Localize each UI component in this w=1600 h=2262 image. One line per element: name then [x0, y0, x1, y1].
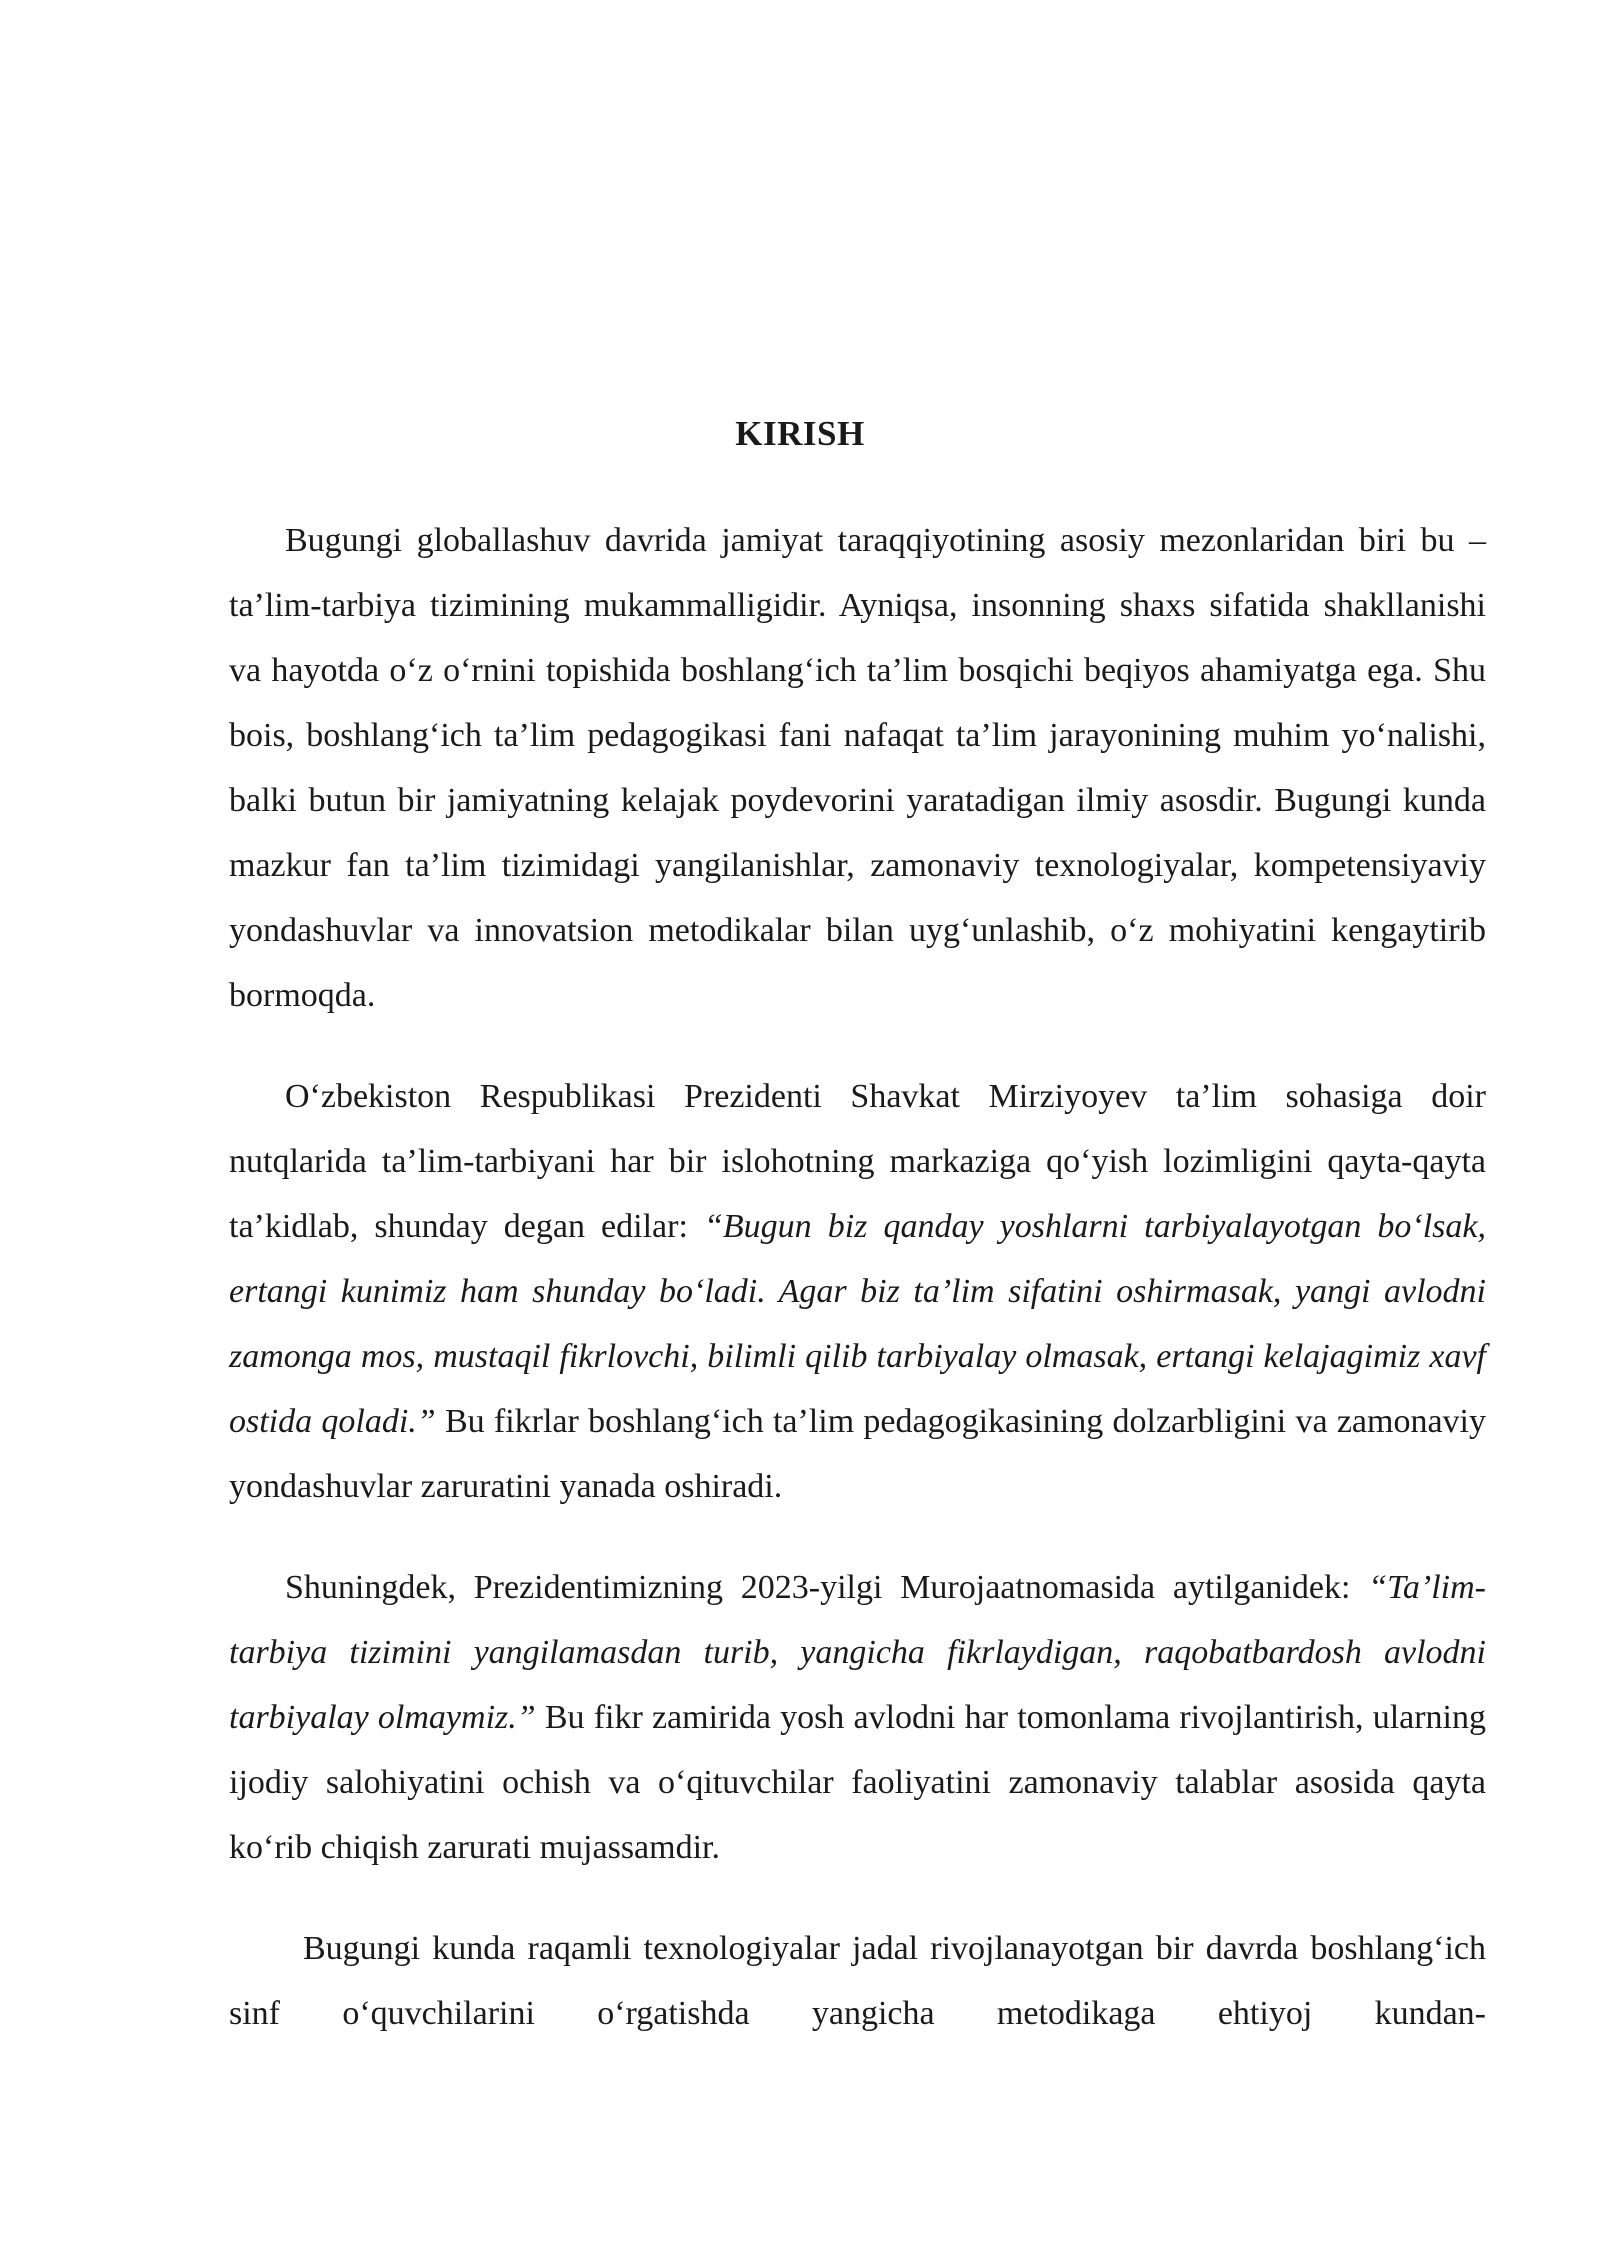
president-quote-2: “Ta’lim-tarbiya tizimini yangilamasdan turib, yangicha fikrlaydigan, raqobatbardosh avlodni tarbiyalay olmaymiz.” — [229, 1569, 1486, 1736]
paragraph-3-conclusion: Bu fikr zamirida yosh avlodni har tomonlama rivojlantirish, ularning ijodiy salohiyatini ochish va o‘qituvchilar faoliyatini zamonaviy talablar asosida qayta ko‘rib chiqish zarurati mujassamdir. — [229, 1699, 1487, 1866]
paragraph-2-intro: O‘zbekiston Respublikasi Prezidenti Shavkat Mirziyoyev ta’lim sohasiga doir nutqlarida ta’lim-tarbiyani har bir islohotning markaziga qo‘yish lozimligini qayta-qayta ta’kidlab, shunday degan edilar: — [229, 1078, 1486, 1245]
paragraph-4: Bugungi kunda raqamli texnologiyalar jadal rivojlanayotgan bir davrda boshlang‘ich sinf o‘quvchilarini o‘rgatishda yangicha metodikaga ehtiyoj kundan- — [229, 1930, 1486, 2032]
body-text — [229, 508, 1486, 2046]
paragraph-2-conclusion: Bu fikrlar boshlang‘ich ta’lim pedagogikasining dolzarbligini va zamonaviy yondashuvlar zaruratini yanada oshiradi. — [229, 1403, 1486, 1505]
paragraph-3 — [229, 1555, 1486, 1880]
president-quote-1: “Bugun biz qanday yoshlarni tarbiyalayotgan bo‘lsak, ertangi kunimiz ham shunday bo‘ladi. Agar biz ta’lim sifatini oshirmasak, yangi avlodni zamonga mos, mustaqil fikrlovchi, bilimli qilib tarbiyalay olmasak, ertangi kelajagimiz xavf ostida qoladi.” — [229, 1208, 1486, 1440]
paragraph-3-intro: Shuningdek, Prezidentimizning 2023-yilgi Murojaatnomasida aytilganidek: — [285, 1569, 1369, 1606]
paragraph-1: Bugungi globallashuv davrida jamiyat taraqqiyotining asosiy mezonlaridan biri bu – ta’lim-tarbiya tizimining mukammalligidir. Ayniqsa, insonning shaxs sifatida shakllanishi va hayotda o‘z o‘rnini topishida boshlang‘ich ta’lim bosqichi beqiyos ahamiyatga ega. Shu bois, boshlang‘ich ta’lim pedagogikasi fani nafaqat ta’lim jarayonining muhim yo‘nalishi, balki butun bir jamiyatning kelajak poydevorini yaratadigan ilmiy asosdir. Bugungi kunda mazkur fan ta’lim tizimidagi yangilanishlar, zamonaviy texnologiyalar, kompetensiyaviy yondashuvlar va innovatsion metodikalar bilan uyg‘unlashib, o‘z mohiyatini kengaytirib bormoqda. — [229, 522, 1486, 1014]
paragraph-2 — [229, 1064, 1486, 1519]
section-heading: KIRISH — [735, 414, 865, 453]
